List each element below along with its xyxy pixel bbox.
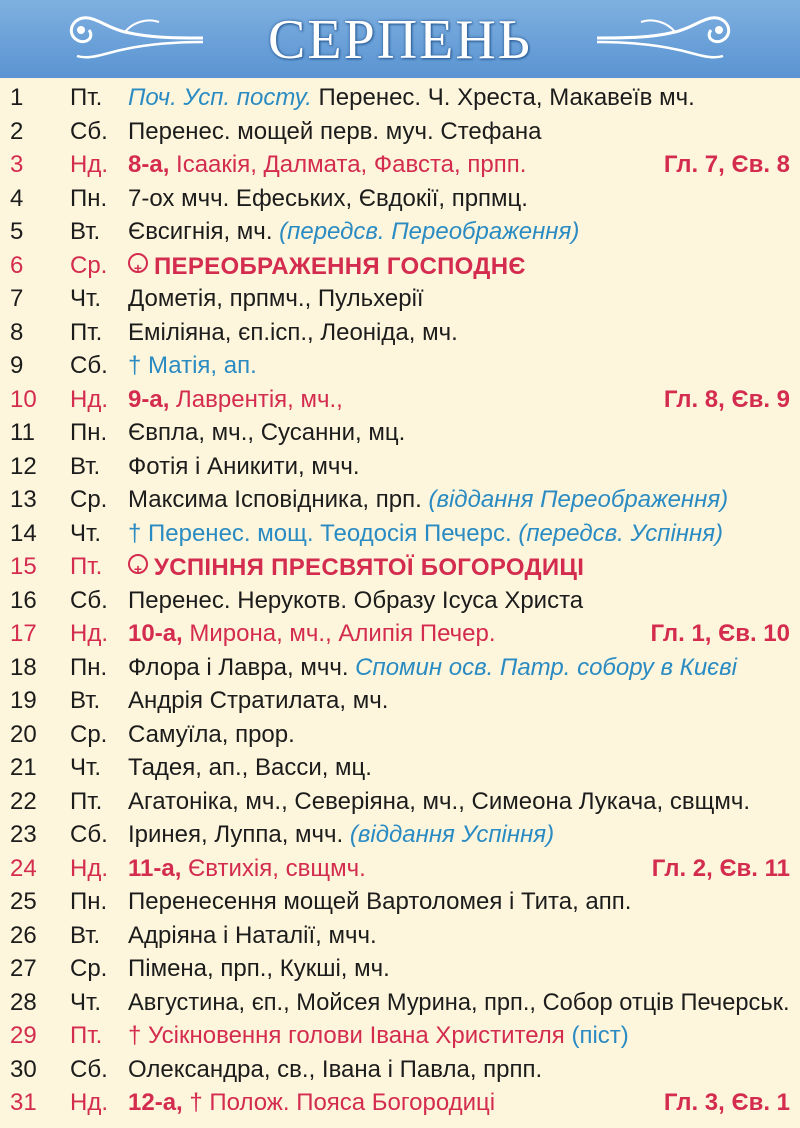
text-segment: Євтихія, свщмч. (181, 854, 366, 882)
calendar-row (0, 684, 800, 718)
text-segment: 8-а, (128, 151, 170, 178)
day-number: 13 (10, 486, 37, 513)
calendar-row (0, 718, 800, 752)
calendar-row (0, 249, 800, 283)
weekday: Нд. (70, 1089, 109, 1116)
text-segment: Перенес. Нерукотв. Образу Ісуса Христа (128, 586, 584, 614)
text-segment: Дометія, прпмч., Пульхерії (128, 285, 424, 312)
day-number: 3 (10, 151, 24, 178)
calendar-row (0, 550, 800, 584)
day-number: 6 (10, 251, 24, 279)
day-text (128, 85, 695, 111)
weekday: Нд. (70, 151, 109, 178)
day-number: 21 (10, 754, 37, 781)
day-text (128, 889, 631, 915)
day-number: 1 (10, 84, 24, 111)
ornament-right-icon (595, 8, 745, 66)
weekday: Пт. (70, 787, 103, 815)
day-text (128, 856, 366, 882)
day-number: 2 (10, 117, 24, 145)
day-number: 23 (10, 821, 37, 848)
calendar-row (0, 1019, 800, 1053)
calendar-row (0, 182, 800, 216)
weekday: Вт. (70, 687, 101, 714)
day-number: 12 (10, 452, 37, 480)
text-segment: Євпла, мч., Сусанни, мц. (128, 419, 406, 446)
weekday: Вт. (70, 921, 101, 949)
calendar-row (0, 316, 800, 350)
day-text (128, 521, 723, 547)
text-segment: Флора і Лавра, мчч. (128, 653, 356, 681)
text-segment: (віддання Переображення) (428, 486, 729, 513)
day-number: 18 (10, 653, 37, 681)
day-text (128, 923, 377, 949)
weekday: Ср. (70, 486, 108, 513)
weekday: Ср. (70, 251, 108, 279)
text-segment: Максима Ісповідника, прп. (128, 486, 429, 513)
calendar-row (0, 651, 800, 685)
weekday: Нд. (70, 385, 109, 413)
text-segment: Лаврентія, мч., (169, 385, 343, 413)
page-title: СЕРПЕНЬ (268, 9, 532, 71)
text-segment: Ісаакія, Далмата, Фавста, прпп. (169, 151, 527, 178)
day-number: 30 (10, 1055, 37, 1083)
calendar-row (0, 818, 800, 852)
text-segment: Адріяна і Наталії, мчч. (128, 921, 377, 949)
text-segment: Агатоніка, мч., Северіяна, мч., Симеона Лукача, свщмч. (128, 787, 750, 815)
day-text (128, 722, 295, 748)
day-text (128, 822, 554, 848)
day-text (128, 1057, 542, 1083)
weekday: Пт. (70, 318, 103, 346)
text-segment: (передсв. Успіння) (518, 519, 724, 547)
calendar-row (0, 148, 800, 182)
text-segment: † Полож. Пояса Богородиці (182, 1089, 496, 1116)
day-number: 26 (10, 921, 37, 949)
day-number: 15 (10, 553, 37, 580)
weekday: Вт. (70, 452, 101, 480)
text-segment: Пімена, прп., Кукші, мч. (128, 955, 390, 982)
weekday: Сб. (70, 352, 108, 379)
weekday: Пн. (70, 184, 108, 212)
text-segment: Перенес. Ч. Хреста, Макавеїв мч. (311, 84, 695, 111)
tone-gospel: Гл. 1, Єв. 10 (650, 620, 790, 647)
day-text (128, 990, 790, 1016)
text-segment: Мирона, мч., Алипія Печер. (182, 620, 496, 647)
calendar-row (0, 986, 800, 1020)
day-number: 19 (10, 687, 37, 714)
day-text (128, 621, 496, 647)
weekday: Сб. (70, 586, 108, 614)
calendar-row (0, 416, 800, 450)
weekday: Пт. (70, 84, 103, 111)
weekday: Сб. (70, 821, 108, 848)
calendar-row (0, 450, 800, 484)
weekday: Чт. (70, 285, 101, 312)
day-text (128, 688, 388, 714)
cross-in-circle-icon: + (128, 554, 148, 574)
calendar-row (0, 952, 800, 986)
day-number: 8 (10, 318, 24, 346)
weekday: Пн. (70, 653, 108, 681)
text-segment: Еміліяна, єп.ісп., Леоніда, мч. (128, 318, 458, 346)
day-text (128, 186, 528, 212)
day-text (128, 554, 584, 581)
calendar-row (0, 751, 800, 785)
text-segment: Спомин осв. Патр. собору в Києві (355, 653, 737, 681)
calendar-row (0, 584, 800, 618)
text-segment: Андрія Стратилата, мч. (128, 687, 389, 714)
day-number: 11 (10, 419, 35, 446)
day-number: 28 (10, 988, 37, 1016)
cross-in-circle-icon: + (128, 253, 148, 273)
calendar-row (0, 617, 800, 651)
day-text (128, 387, 343, 413)
tone-gospel: Гл. 8, Єв. 9 (663, 385, 790, 413)
day-text (128, 320, 458, 346)
calendar-row (0, 785, 800, 819)
calendar-row (0, 517, 800, 551)
day-number: 25 (10, 888, 37, 915)
calendar-row (0, 852, 800, 886)
text-segment: 12-а, (128, 1089, 183, 1116)
weekday: Чт. (70, 754, 101, 781)
weekday: Чт. (70, 988, 101, 1016)
text-segment: Тадея, ап., Васси, мц. (128, 754, 372, 781)
day-text (128, 420, 405, 446)
text-segment: 9-а, (128, 385, 170, 413)
weekday: Ср. (70, 955, 108, 982)
day-number: 14 (10, 519, 37, 547)
text-segment: 7-ох мчч. Ефеських, Євдокії, прпмц. (128, 184, 528, 212)
tone-gospel: Гл. 2, Єв. 11 (651, 854, 790, 882)
calendar-row (0, 115, 800, 149)
text-segment: Олександра, св., Івана і Павла, прпп. (128, 1055, 543, 1083)
weekday: Пт. (70, 553, 103, 580)
day-text (128, 789, 750, 815)
text-segment: (піст) (571, 1022, 629, 1049)
text-segment: Іринея, Луппа, мчч. (128, 821, 350, 848)
text-segment: † Перенес. мощ. Теодосія Печерс. (128, 519, 519, 547)
calendar-row (0, 282, 800, 316)
weekday: Сб. (70, 117, 108, 145)
weekday: Ср. (70, 720, 108, 748)
day-text (128, 119, 541, 145)
text-segment: 10-а, (128, 620, 183, 647)
day-number: 27 (10, 955, 37, 982)
text-segment: УСПІННЯ ПРЕСВЯТОЇ БОГОРОДИЦІ (154, 554, 585, 581)
text-segment: † Матія, ап. (128, 352, 257, 379)
tone-gospel: Гл. 3, Єв. 1 (663, 1089, 790, 1116)
day-text (128, 286, 424, 312)
tone-gospel: Гл. 7, Єв. 8 (663, 151, 790, 178)
weekday: Пн. (70, 888, 108, 915)
day-text (128, 152, 526, 178)
day-text (128, 353, 257, 379)
day-text (128, 1090, 495, 1116)
calendar-row (0, 885, 800, 919)
weekday: Пн. (70, 419, 108, 446)
weekday: Вт. (70, 218, 101, 245)
day-number: 24 (10, 854, 37, 882)
text-segment: Поч. Усп. посту. (128, 84, 312, 111)
day-number: 31 (10, 1089, 37, 1116)
text-segment: Самуїла, прор. (128, 720, 295, 748)
day-number: 10 (10, 385, 37, 413)
day-number: 29 (10, 1022, 37, 1049)
day-text (128, 219, 579, 245)
calendar-row (0, 483, 800, 517)
day-text (128, 487, 728, 513)
day-number: 22 (10, 787, 37, 815)
calendar-row (0, 1053, 800, 1087)
day-number: 4 (10, 184, 24, 212)
day-number: 7 (10, 285, 24, 312)
text-segment: (віддання Успіння) (349, 821, 555, 848)
day-number: 5 (10, 218, 24, 245)
weekday: Чт. (70, 519, 101, 547)
weekday: Нд. (70, 854, 109, 882)
day-text (128, 588, 583, 614)
day-text (128, 956, 390, 982)
calendar-row (0, 919, 800, 953)
calendar-row (0, 383, 800, 417)
text-segment: Євсигнія, мч. (128, 218, 280, 245)
text-segment: Перенес. мощей перв. муч. Стефана (128, 117, 542, 145)
calendar-row (0, 1086, 800, 1120)
day-text (128, 755, 372, 781)
calendar-row (0, 81, 800, 115)
day-text (128, 454, 360, 480)
text-segment: (передсв. Переображення) (279, 218, 580, 245)
calendar-list (0, 81, 800, 1120)
text-segment: ПЕРЕОБРАЖЕННЯ ГОСПОДНЄ (154, 252, 526, 280)
day-text (128, 253, 526, 280)
day-number: 17 (10, 620, 37, 647)
month-header (0, 0, 800, 78)
text-segment: † Усікновення голови Івана Христителя (128, 1022, 572, 1049)
day-number: 20 (10, 720, 37, 748)
day-number: 9 (10, 352, 24, 379)
text-segment: Перенесення мощей Вартоломея і Тита, апп. (128, 888, 632, 915)
weekday: Нд. (70, 620, 109, 647)
calendar-row (0, 215, 800, 249)
day-number: 16 (10, 586, 37, 614)
day-text (128, 1023, 629, 1049)
text-segment: Фотія і Аникити, мчч. (128, 452, 360, 480)
weekday: Сб. (70, 1055, 108, 1083)
text-segment: Августина, єп., Мойсея Мурина, прп., Собор отців Печерськ. (128, 988, 790, 1016)
calendar-row (0, 349, 800, 383)
weekday: Пт. (70, 1022, 103, 1049)
day-text (128, 655, 737, 681)
text-segment: 11-а, (128, 854, 182, 882)
